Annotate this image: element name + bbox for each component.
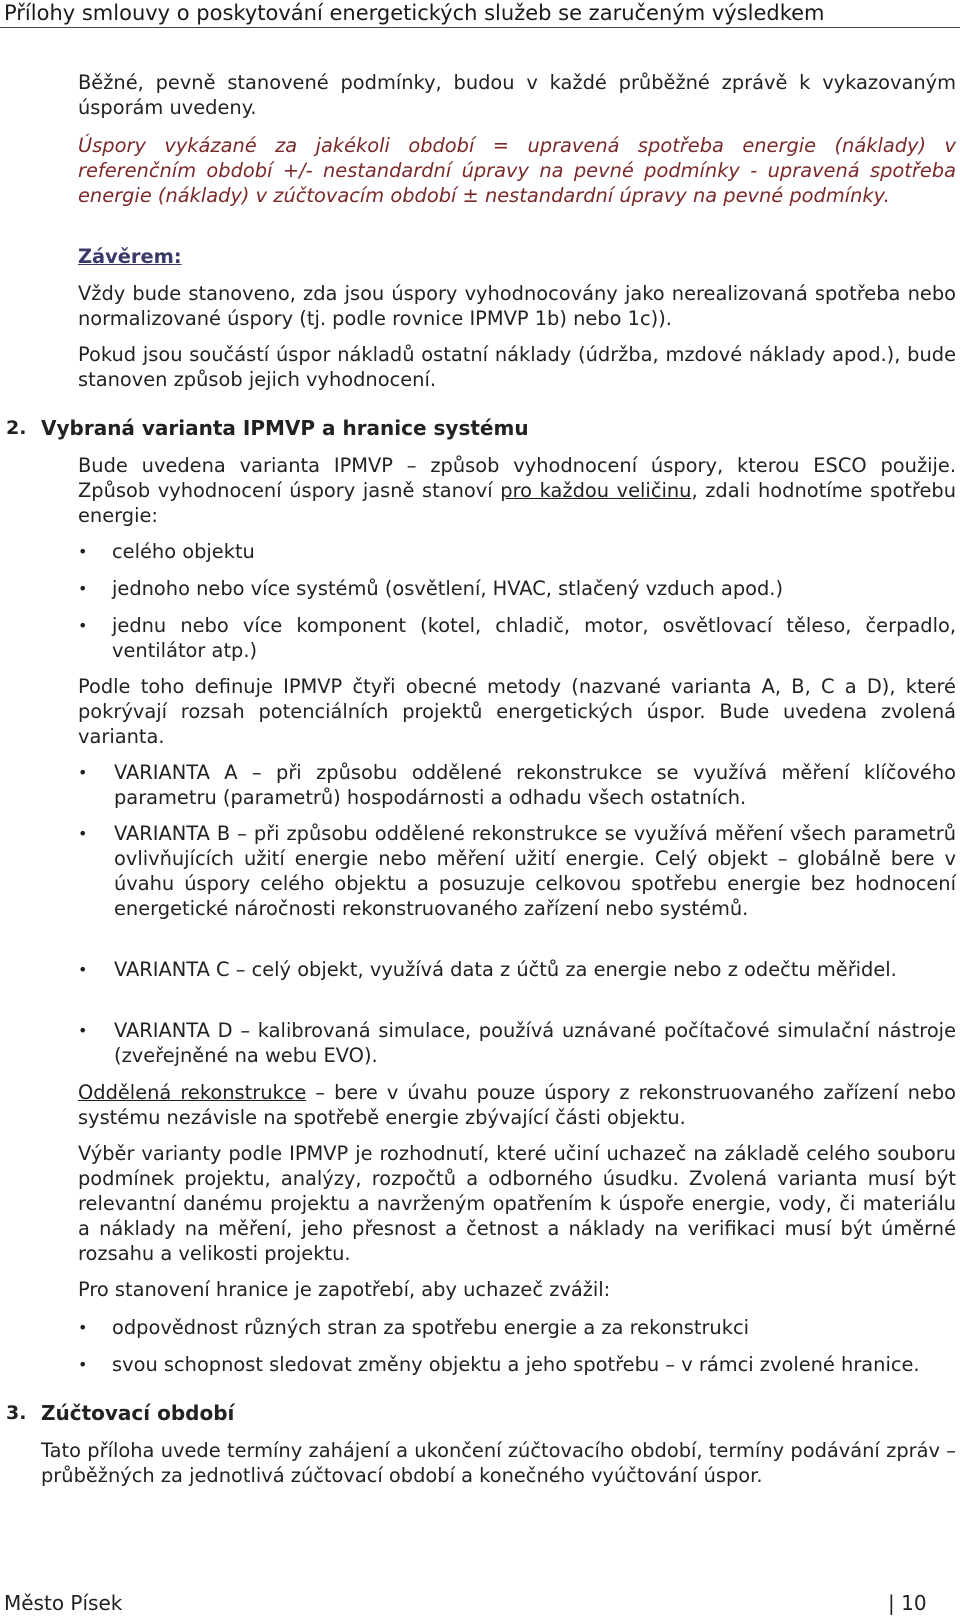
section-2-title: Vybraná varianta IPMVP a hranice systému — [41, 416, 529, 440]
scope-item: jednoho nebo více systémů (osvětlení, HVAC, stlačený vzduch apod.) — [112, 577, 784, 600]
bullet-marker: • — [78, 763, 88, 782]
bullet-marker: • — [78, 824, 88, 843]
savings-formula: Úspory vykázané za jakékoli období = upravená spotřeba energie (náklady) v referenčním období +/- nestandardní úpravy na pevné podmínky - upravená spotřeba energie (náklady) v zúčtovacím období ± nestandardní úpravy na pevné podmínky. — [78, 134, 956, 207]
page-header — [0, 0, 960, 28]
bullet-marker: • — [78, 1355, 88, 1374]
section-3-title: Zúčtovací období — [41, 1401, 235, 1425]
section-2-p1-text: Bude uvedena varianta IPMVP – způsob vyhodnocení úspory, kterou ESCO použije. Způsob vyhodnocení úspory jasně stanoví — [78, 454, 956, 502]
section-2-p1-underlined: pro každou veličinu — [500, 479, 692, 502]
variant-item: VARIANTA C – celý objekt, využívá data z účtů za energie nebo z odečtu měřidel. — [114, 958, 897, 981]
section-3-number: 3. — [6, 1402, 27, 1424]
bullet-marker: • — [78, 542, 88, 561]
separate-reconstruction-term: Oddělená rekonstrukce — [78, 1081, 307, 1104]
bullet-marker: • — [78, 1318, 88, 1337]
section-2-paragraph-2: Podle toho definuje IPMVP čtyři obecné metody (nazvané varianta A, B, C a D), které pokrývají rozsah potenciálních projektů energetických úspor. Bude uvedena zvolená varianta. — [78, 675, 956, 748]
page-number: | 10 — [888, 1591, 927, 1615]
variant-item: VARIANTA D – kalibrovaná simulace, používá uznávané počítačové simulační nástroje (zveřejněné na webu EVO). — [114, 1019, 956, 1067]
section-2-paragraph-3 — [78, 1080, 956, 1130]
section-2-p1-tail: , zdali hodnotíme spotřebu energie: — [78, 479, 956, 527]
bullet-marker: • — [78, 616, 88, 635]
scope-item: jednu nebo více komponent (kotel, chladič, motor, osvětlovací těleso, čerpadlo, ventilátor atp.) — [112, 614, 956, 662]
conclusion-heading-wrap — [78, 244, 956, 269]
bullet-marker: • — [78, 1021, 88, 1040]
variant-item: VARIANTA A – při způsobu oddělené rekonstrukce se využívá měření klíčového parametru (parametrů) hospodárnosti a odhadu všech ostatních. — [114, 761, 956, 809]
section-2-paragraph-1 — [78, 453, 956, 528]
conclusion-heading: Závěrem: — [78, 245, 182, 268]
bullet-marker: • — [78, 579, 88, 598]
section-2-paragraph-5: Pro stanovení hranice je zapotřebí, aby uchazeč zvážil: — [78, 1278, 611, 1301]
variant-item: VARIANTA B – při způsobu oddělené rekonstrukce se využívá měření všech parametrů ovlivňujících užití energie nebo měření užití energie. Celý objekt – globálně bere v úvahu úspory celého objektu a posuzuje celkovou spotřebu energie bez hodnocení energetické náročnosti rekonstruovaného zařízení nebo systémů. — [114, 822, 956, 920]
footer-municipality: Město Písek — [4, 1591, 123, 1615]
conclusion-paragraph-1: Vždy bude stanoveno, zda jsou úspory vyhodnocovány jako nerealizovaná spotřeba nebo normalizované úspory (tj. podle rovnice IPMVP 1b) nebo 1c)). — [78, 282, 956, 330]
section-3-paragraph-1: Tato příloha uvede termíny zahájení a ukončení zúčtovacího období, termíny podávání zpráv – průběžných za jednotlivá zúčtovací období a konečného vyúčtování úspor. — [41, 1439, 956, 1487]
separate-reconstruction-definition: – bere v úvahu pouze úspory z rekonstruovaného zařízení nebo systému nezávisle na spotřebě energie zbývající části objektu. — [78, 1081, 956, 1129]
intro-paragraph-1: Běžné, pevně stanovené podmínky, budou v každé průběžné zprávě k vykazovaným úsporám uvedeny. — [78, 71, 956, 119]
conclusion-paragraph-2: Pokud jsou součástí úspor nákladů ostatní náklady (údržba, mzdové náklady apod.), bude stanoven způsob jejich vyhodnocení. — [78, 343, 956, 391]
scope-item: celého objektu — [112, 540, 255, 563]
bullet-marker: • — [78, 960, 88, 979]
section-2-number: 2. — [6, 417, 27, 439]
section-2-paragraph-4: Výběr varianty podle IPMVP je rozhodnutí, které učiní uchazeč na základě celého souboru podmínek projektu, analýzy, rozpočtů a odborného úsudku. Zvolená varianta musí být relevantní danému projektu a navrženým opatřením k úspoře energie, vody, či materiálu a náklady na měření, jeho přesnost a četnost a náklady na verifikaci musí být úměrné rozsahu a velikosti projektu. — [78, 1142, 956, 1265]
header-title: Přílohy smlouvy o poskytování energetických služeb se zaručeným výsledkem — [4, 1, 825, 25]
boundary-item: svou schopnost sledovat změny objektu a jeho spotřebu – v rámci zvolené hranice. — [112, 1353, 920, 1376]
boundary-item: odpovědnost různých stran za spotřebu energie a za rekonstrukci — [112, 1316, 750, 1339]
